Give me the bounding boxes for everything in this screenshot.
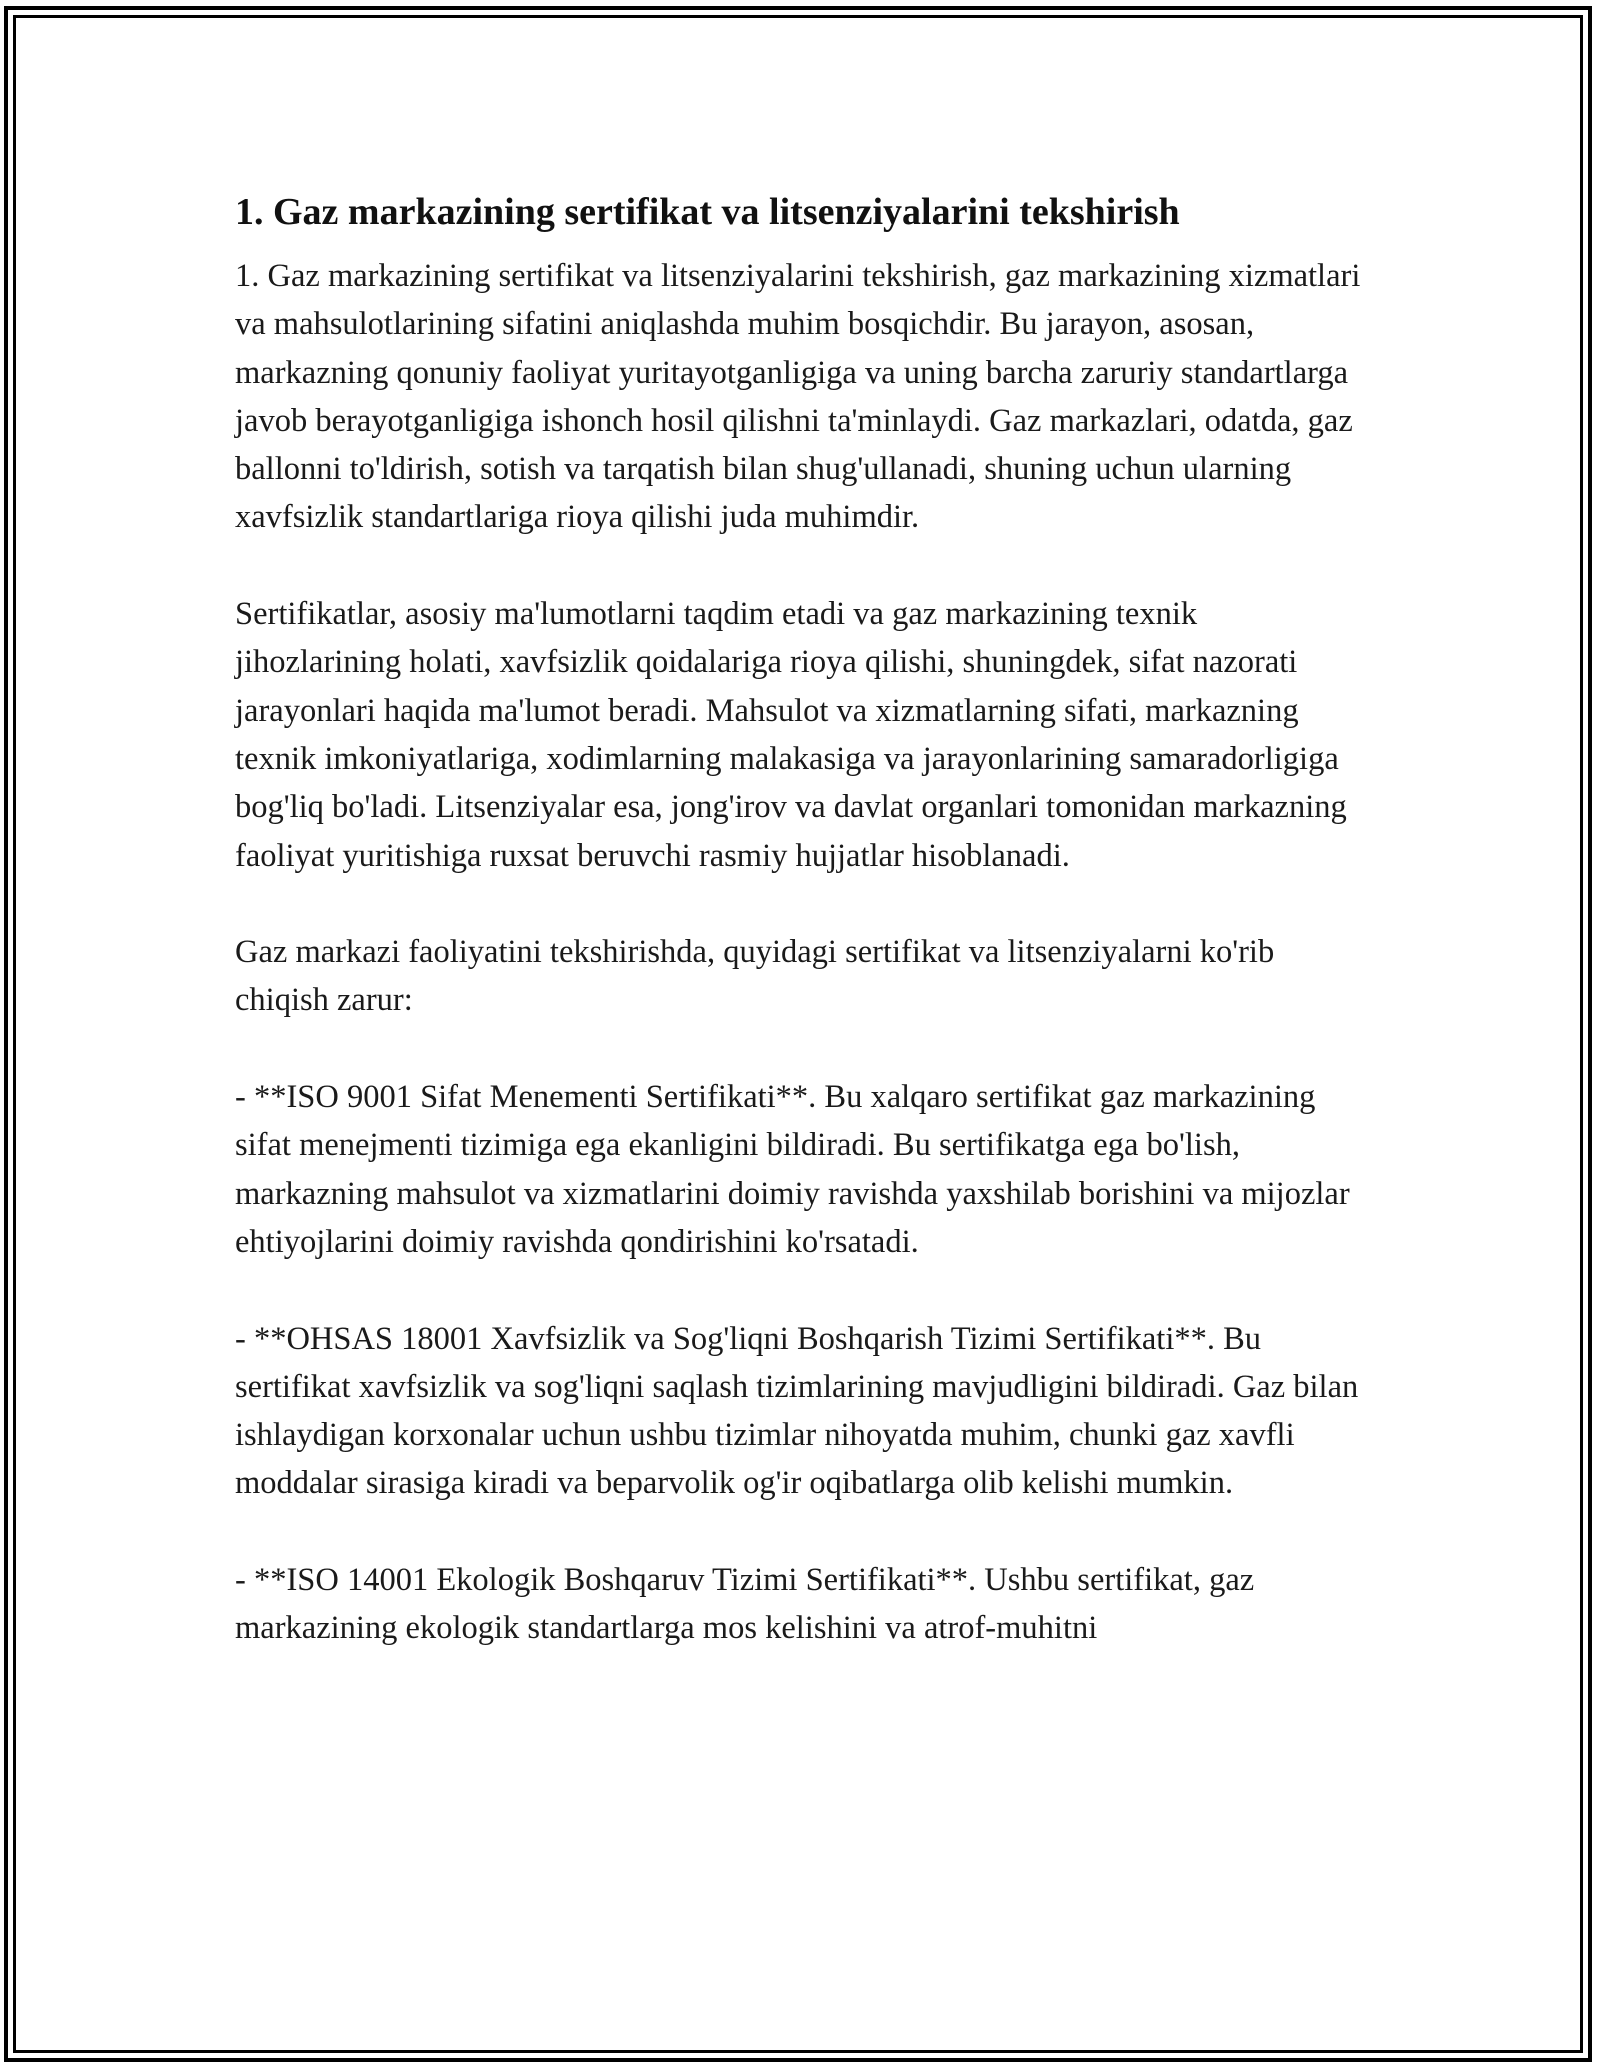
list-item-iso-14001: - **ISO 14001 Ekologik Boshqaruv Tizimi Sertifikati**. Ushbu sertifikat, gaz markazining ekologik standartlarga mos kelishini va atrof-muhitni: [235, 1562, 1255, 1647]
list-item-ohsas-18001: - **OHSAS 18001 Xavfsizlik va Sog'liqni Boshqarish Tizimi Sertifikati**. Bu sertifikat xavfsizlik va sog'liqni saqlash tizimlarining mavjudligini bildiradi. Gaz bilan ishlaydigan korxonalar uchun ushbu tizimlar nihoyatda muhim, chunki gaz xavfli moddalar sirasiga kiradi va beparvolik og'ir oqibatlarga olib kelishi mumkin.: [235, 1320, 1359, 1502]
paragraph-checklist-intro: Gaz markazi faoliyatini tekshirishda, quyidagi sertifikat va litsenziyalarni ko'rib chiqish zarur:: [235, 934, 1275, 1019]
section-heading: 1. Gaz markazining sertifikat va litsenziyalarini tekshirish: [235, 191, 1180, 233]
document-body: [235, 184, 1365, 1701]
paragraph-intro: 1. Gaz markazining sertifikat va litsenziyalarini tekshirish, gaz markazining xizmatlari va mahsulotlarining sifatini aniqlashda muhim bosqichdir. Bu jarayon, asosan, markazning qonuniy faoliyat yuritayotganligiga va uning barcha zaruriy standartlarga javob berayotganligiga ishonch hosil qilishni ta'minlaydi. Gaz markazlari, odatda, gaz ballonni to'ldirish, sotish va tarqatish bilan shug'ullanadi, shuning uchun ularning xavfsizlik standartlariga rioya qilishi juda muhimdir.: [235, 258, 1361, 536]
paragraph-certificates: Sertifikatlar, asosiy ma'lumotlarni taqdim etadi va gaz markazining texnik jihozlarining holati, xavfsizlik qoidalariga rioya qilishi, shuningdek, sifat nazorati jarayonlari haqida ma'lumot beradi. Mahsulot va xizmatlarning sifati, markazning texnik imkoniyatlariga, xodimlarning malakasiga va jarayonlarining samaradorligiga bog'liq bo'ladi. Litsenziyalar esa, jong'irov va davlat organlari tomonidan markazning faoliyat yuritishiga ruxsat beruvchi rasmiy hujjatlar hisoblanadi.: [235, 596, 1347, 874]
list-item-iso-9001: - **ISO 9001 Sifat Menementi Sertifikati**. Bu xalqaro sertifikat gaz markazining sifat menejmenti tizimiga ega ekanligini bildiradi. Bu sertifikatga ega bo'lish, markazning mahsulot va xizmatlarini doimiy ravishda yaxshilab borishini va mijozlar ehtiyojlarini doimiy ravishda qondirishini ko'rsatadi.: [235, 1079, 1350, 1260]
